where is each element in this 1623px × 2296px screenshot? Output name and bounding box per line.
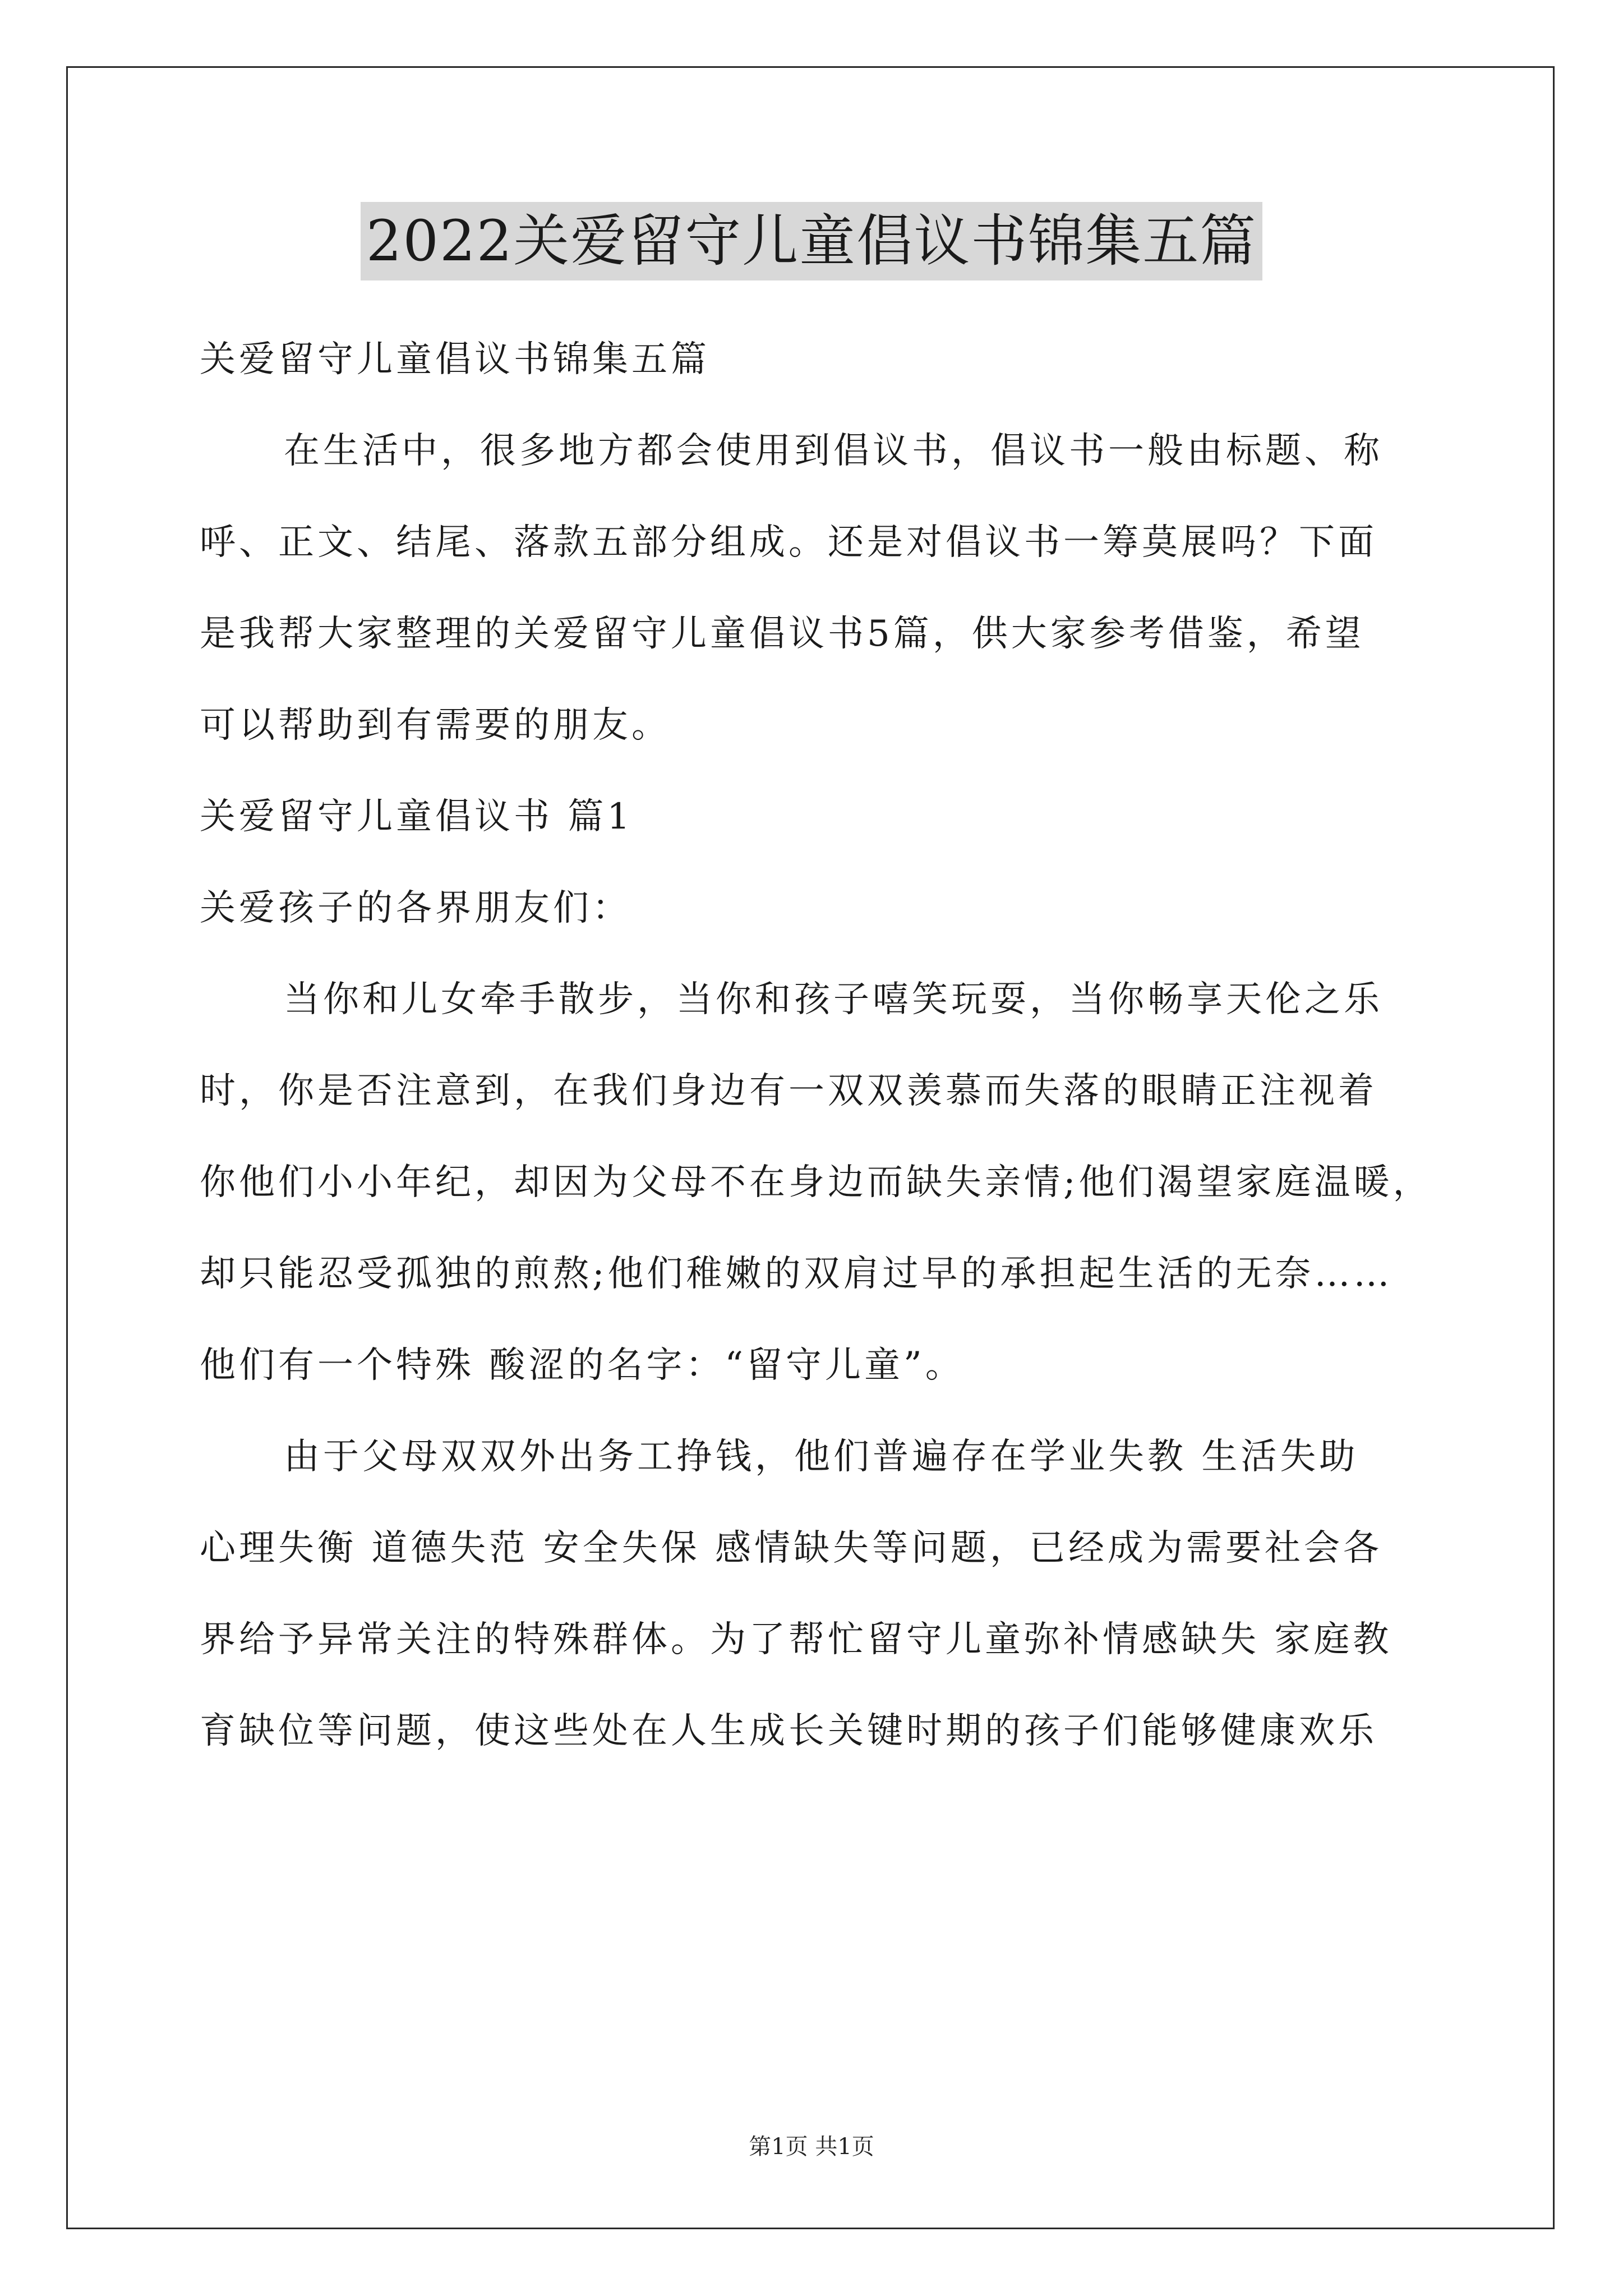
document-title: 2022关爱留守儿童倡议书锦集五篇	[361, 202, 1263, 280]
body-line: 是我帮大家整理的关爱留守儿童倡议书5篇，供大家参考借鉴，希望	[200, 613, 1364, 655]
body-line: 心理失衡 道德失范 安全失保 感情缺失等问题，已经成为需要社会各	[200, 1527, 1383, 1569]
body-line: 他们有一个特殊 酸涩的名字：“留守儿童”。	[200, 1345, 965, 1386]
body-line: 呼、正文、结尾、落款五部分组成。还是对倡议书一筹莫展吗？下面	[200, 522, 1377, 563]
body-line: 你他们小小年纪，却因为父母不在身边而缺失亲情;他们渴望家庭温暖，	[200, 1162, 1432, 1203]
body-line: 可以帮助到有需要的朋友。	[200, 705, 671, 746]
body-line: 由于父母双双外出务工挣钱，他们普遍存在学业失教 生活失助	[284, 1436, 1359, 1478]
body-line: 却只能忍受孤独的煎熬;他们稚嫩的双肩过早的承担起生活的无奈……	[200, 1253, 1393, 1295]
salutation: 关爱孩子的各界朋友们：	[200, 887, 631, 929]
section-heading: 关爱留守儿童倡议书 篇1	[200, 796, 634, 838]
title-container	[0, 202, 1623, 280]
page-footer: 第1页 共1页	[749, 2134, 874, 2160]
body-line: 关爱留守儿童倡议书锦集五篇	[200, 339, 710, 380]
body-line: 当你和儿女牵手散步，当你和孩子嘻笑玩耍，当你畅享天伦之乐	[284, 979, 1383, 1020]
document-body	[200, 314, 1433, 1777]
body-line: 时，你是否注意到，在我们身边有一双双羡慕而失落的眼睛正注视着	[200, 1070, 1377, 1112]
body-line: 育缺位等问题，使这些处在人生成长关键时期的孩子们能够健康欢乐	[200, 1710, 1377, 1752]
body-line: 在生活中，很多地方都会使用到倡议书，倡议书一般由标题、称	[284, 430, 1383, 472]
body-line: 界给予异常关注的特殊群体。为了帮忙留守儿童弥补情感缺失 家庭教	[200, 1619, 1393, 1660]
